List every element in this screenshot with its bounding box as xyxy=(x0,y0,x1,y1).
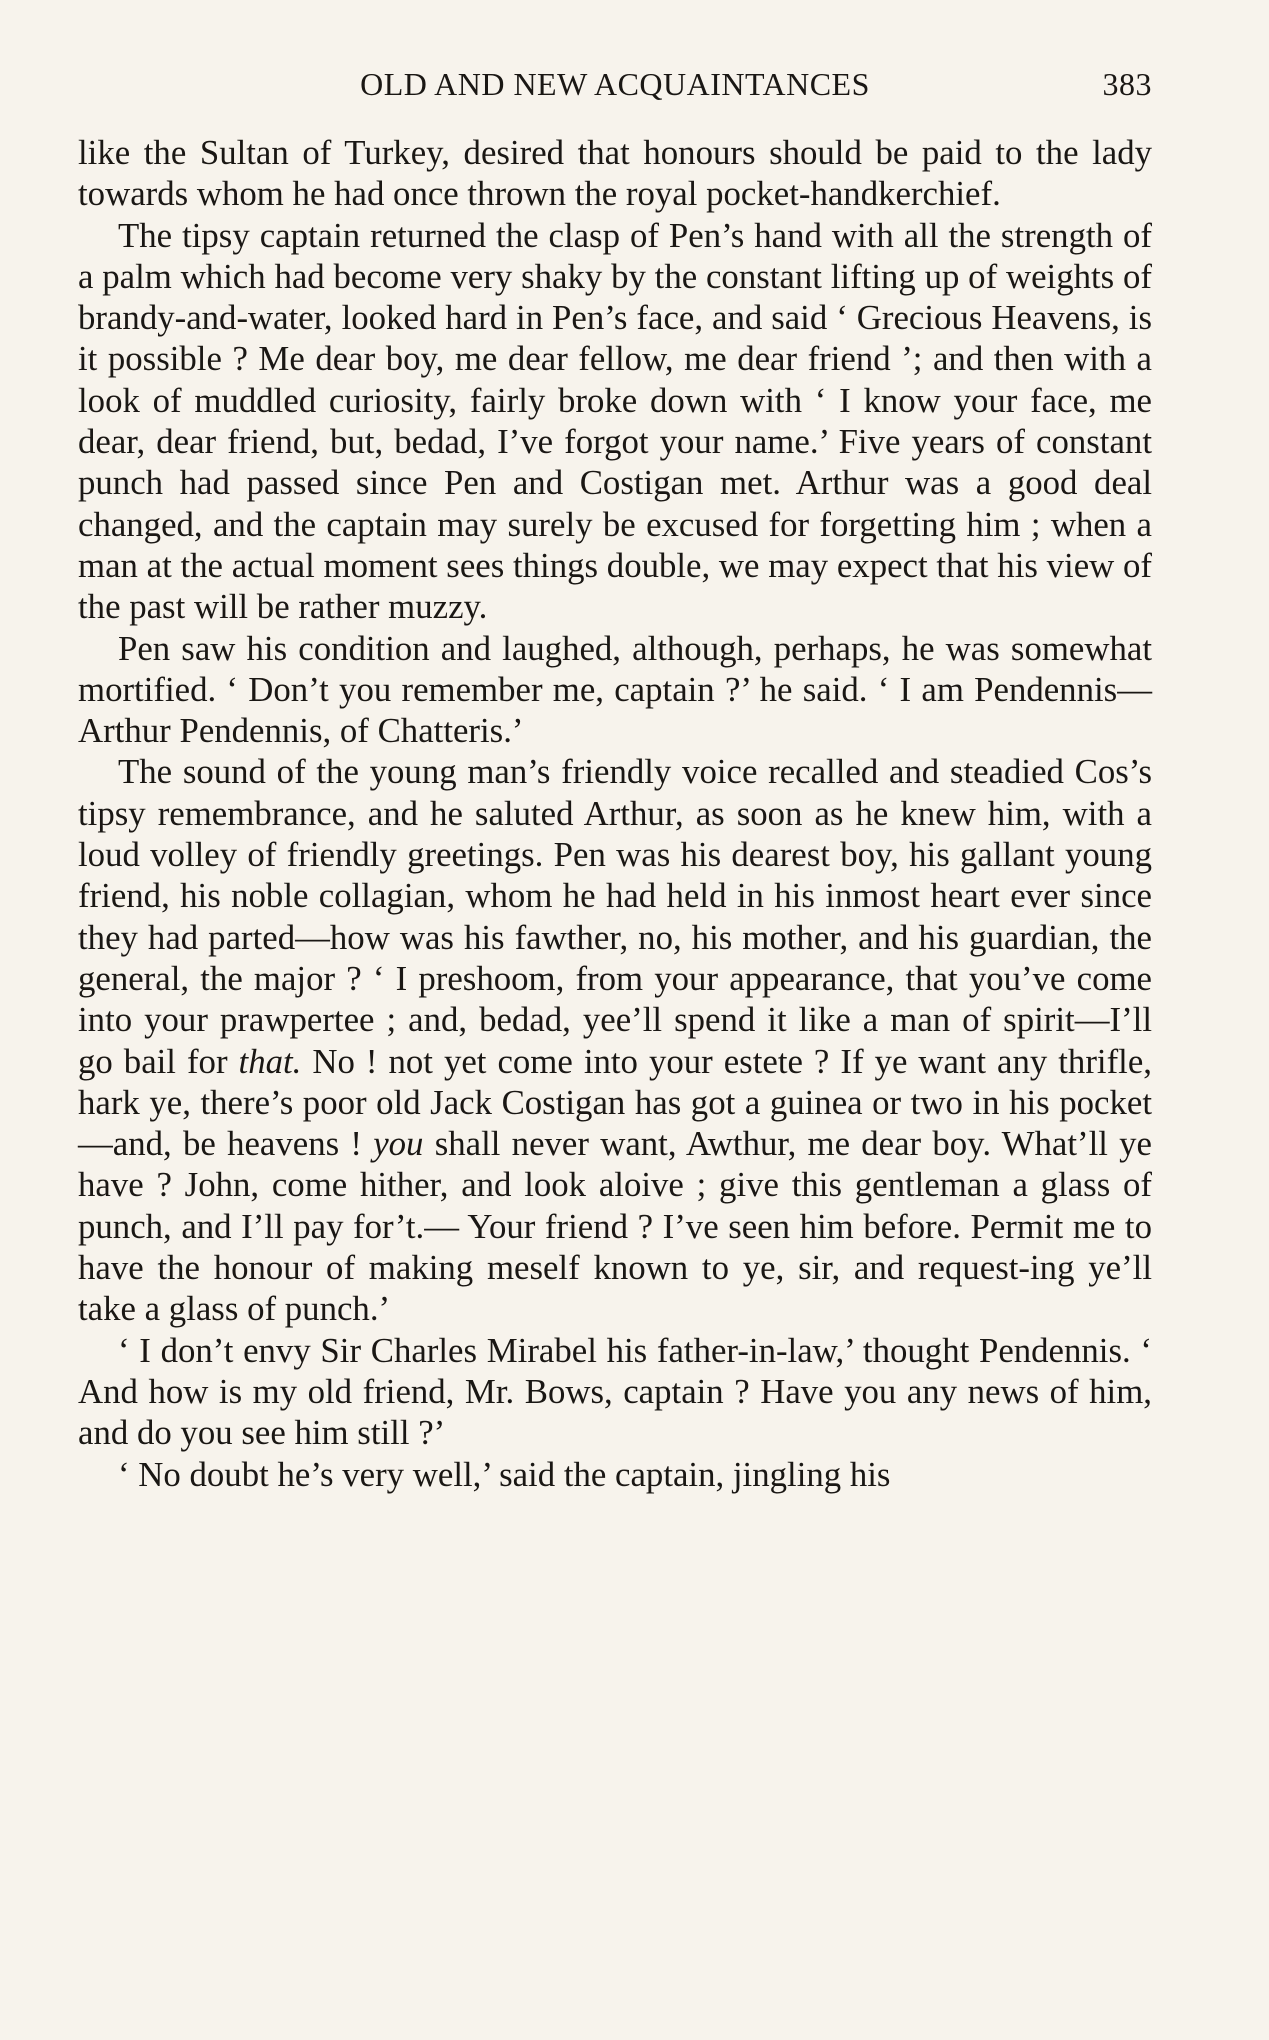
paragraph-text: Pen saw his condition and laughed, although, perhaps, he was somewhat mortified. ‘ Don’t you remember me, captain ?’ he said. ‘ I am Pendennis—Arthur Pendennis, of Chatteris.’ xyxy=(78,628,1152,751)
italic-emphasis: that. xyxy=(238,1041,302,1081)
paragraph-text: like the Sultan of Turkey, desired that honours should be paid to the lady towards whom he had once thrown the royal pocket-handkerchief. xyxy=(78,133,1152,214)
body-text xyxy=(78,132,1152,1495)
paragraph-5 xyxy=(78,1330,1152,1454)
paragraph-3 xyxy=(78,628,1152,752)
running-title: OLD AND NEW ACQUAINTANCES xyxy=(360,66,870,102)
paragraph-text: shall never want, Awthur, me dear boy. What’ll ye have ? John, come hither, and look aloive ; give this gentleman a glass of punch, and I’ll pay for’t.— Your friend ? I’ve seen him before. Permit me to have the honour of making meself known to ye, sir, and request-ing ye’ll take a glass of punch.’ xyxy=(78,1124,1152,1329)
italic-emphasis: you xyxy=(373,1124,424,1164)
paragraph-text: ‘ No doubt he’s very well,’ said the captain, jingling his xyxy=(118,1454,891,1494)
paragraph-text: ‘ I don’t envy Sir Charles Mirabel his father-in-law,’ thought Pendennis. ‘ And how is my old friend, Mr. Bows, captain ? Have you any news of him, and do you see him still ?’ xyxy=(78,1330,1152,1453)
paragraph-6 xyxy=(78,1454,1152,1495)
paragraph-1 xyxy=(78,132,1152,215)
running-head xyxy=(78,62,1152,114)
paragraph-4 xyxy=(78,751,1152,1329)
page-number: 383 xyxy=(1102,66,1152,102)
paragraph-text: No ! not yet come into your estete ? If ye want any thrifle, hark ye, there’s poor old Jack Costigan has got a guinea or two in his pocket—and, be heavens ! xyxy=(78,1041,1152,1164)
paragraph-2 xyxy=(78,215,1152,628)
book-page xyxy=(78,62,1152,1495)
paragraph-text: The tipsy captain returned the clasp of Pen’s hand with all the strength of a palm which had become very shaky by the constant lifting up of weights of brandy-and-water, looked hard in Pen’s face, and said ‘ Grecious Heavens, is it possible ? Me dear boy, me dear fellow, me dear friend ’; and then with a look of muddled curiosity, fairly broke down with ‘ I know your face, me dear, dear friend, but, bedad, I’ve forgot your name.’ Five years of constant punch had passed since Pen and Costigan met. Arthur was a good deal changed, and the captain may surely be excused for forgetting him ; when a man at the actual moment sees things double, we may expect that his view of the past will be rather muzzy. xyxy=(78,215,1152,627)
paragraph-text: The sound of the young man’s friendly voice recalled and steadied Cos’s tipsy remembrance, and he saluted Arthur, as soon as he knew him, with a loud volley of friendly greetings. Pen was his dearest boy, his gallant young friend, his noble collagian, whom he had held in his inmost heart ever since they had parted—how was his fawther, no, his mother, and his guardian, the general, the major ? ‘ I preshoom, from your appearance, that you’ve come into your prawpertee ; and, bedad, yee’ll spend it like a man of spirit—I’ll go bail for xyxy=(78,752,1152,1081)
